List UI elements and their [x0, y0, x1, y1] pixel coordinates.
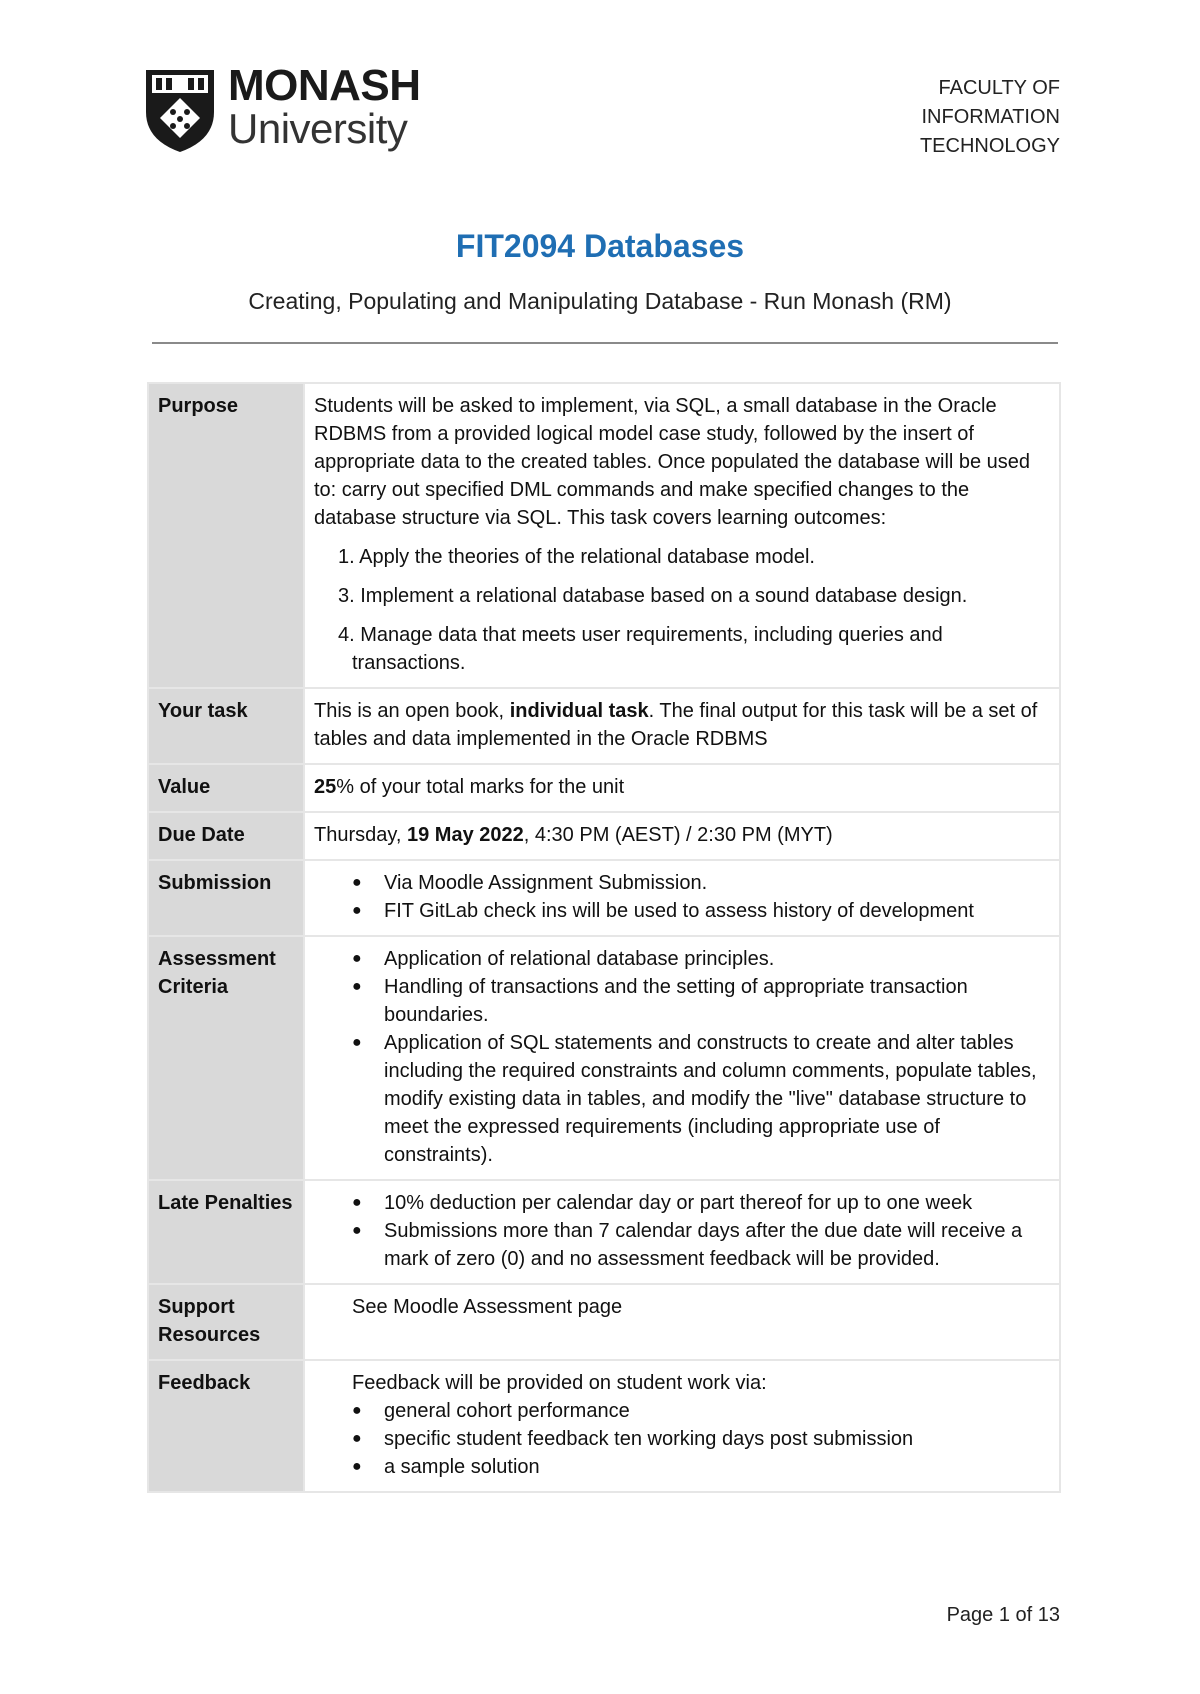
submission-list	[314, 869, 1050, 925]
support-label-line-1: Support	[158, 1296, 235, 1318]
assessment-info-table	[147, 382, 1061, 1493]
feedback-item: ● a sample solution	[314, 1453, 1050, 1481]
value-value	[304, 764, 1060, 812]
task-text-pre: This is an open book,	[314, 700, 510, 722]
late-penalty-item: ● 10% deduction per calendar day or part thereof for up to one week	[314, 1189, 1050, 1217]
row-due-date	[148, 812, 1060, 860]
learning-outcome-4: 4. Manage data that meets user requirements, including queries and transactions.	[338, 624, 943, 674]
label-submission: Submission	[148, 860, 304, 936]
row-value	[148, 764, 1060, 812]
monash-wordmark	[228, 61, 421, 152]
criteria-label-line-2: Criteria	[158, 976, 229, 998]
support-label-line-2: Resources	[158, 1324, 261, 1346]
monash-crest-icon	[140, 66, 220, 156]
page-number: Page 1 of 13	[946, 1604, 1060, 1626]
learning-outcome-3: 3. Implement a relational database based on a sound database design.	[338, 585, 968, 607]
value-purpose	[304, 383, 1060, 688]
criteria-item: ● Handling of transactions and the setting of appropriate transaction boundaries.	[314, 973, 1050, 1029]
divider	[152, 342, 1058, 344]
value-text: % of your total marks for the unit	[336, 776, 625, 798]
faculty-line-1: FACULTY OF	[938, 77, 1060, 99]
faculty-line-3: TECHNOLOGY	[919, 135, 1060, 157]
row-late-penalties	[148, 1180, 1060, 1284]
label-value: Value	[148, 764, 304, 812]
late-penalty-item: ● Submissions more than 7 calendar days after the due date will receive a mark of zero (0) and no assessment feedback will be provided.	[314, 1217, 1050, 1273]
value-late-penalties	[304, 1180, 1060, 1284]
faculty-line-2: INFORMATION	[921, 106, 1060, 128]
label-late-penalties: Late Penalties	[148, 1180, 304, 1284]
label-assessment-criteria	[148, 936, 304, 1180]
late-penalties-list	[314, 1189, 1050, 1273]
submission-item: ● Via Moodle Assignment Submission.	[314, 869, 1050, 897]
due-day: Thursday,	[314, 824, 407, 846]
criteria-list	[314, 945, 1050, 1169]
logo-monash: MONASH	[228, 61, 421, 110]
due-time: , 4:30 PM (AEST) / 2:30 PM (MYT)	[523, 824, 833, 846]
label-due-date: Due Date	[148, 812, 304, 860]
value-your-task	[304, 688, 1060, 764]
feedback-list	[314, 1397, 1050, 1481]
value-assessment-criteria	[304, 936, 1060, 1180]
value-due-date	[304, 812, 1060, 860]
label-purpose: Purpose	[148, 383, 304, 688]
row-purpose	[148, 383, 1060, 688]
feedback-item: ● specific student feedback ten working days post submission	[314, 1425, 1050, 1453]
row-support-resources	[148, 1284, 1060, 1360]
row-submission	[148, 860, 1060, 936]
learning-outcome-1: 1. Apply the theories of the relational database model.	[338, 546, 815, 568]
row-assessment-criteria	[148, 936, 1060, 1180]
criteria-item: ● Application of relational database principles.	[314, 945, 1050, 973]
task-text-bold: individual task	[509, 700, 649, 722]
logo-university: University	[228, 105, 408, 152]
due-date: 19 May 2022	[407, 824, 524, 846]
value-percent: 25	[314, 776, 337, 798]
faculty-label	[920, 74, 1060, 161]
row-feedback	[148, 1360, 1060, 1492]
page-title: FIT2094 Databases	[455, 228, 745, 264]
feedback-item: ● general cohort performance	[314, 1397, 1050, 1425]
row-your-task	[148, 688, 1060, 764]
criteria-item: ● Application of SQL statements and constructs to create and alter tables including the required constraints and column comments, populate tables, modify existing data in tables, and modify the "live" database structure to meet the expressed requirements (including appropriate use of constraints).	[314, 1029, 1050, 1169]
task-text-post: . The final output for this task will be a set of tables and data implemented in the Oracle RDBMS	[314, 700, 1038, 750]
submission-item: ● FIT GitLab check ins will be used to assess history of development	[314, 897, 1050, 925]
criteria-label-line-1: Assessment	[158, 948, 276, 970]
purpose-text: Students will be asked to implement, via SQL, a small database in the Oracle RDBMS from a provided logical model case study, followed by the insert of appropriate data to the created tables. Once populated the database will be used to: carry out specified DML commands and make specified changes to the database structure via SQL. This task covers learning outcomes:	[314, 395, 1031, 529]
value-support-resources	[304, 1284, 1060, 1360]
support-text: See Moodle Assessment page	[352, 1296, 623, 1318]
label-your-task: Your task	[148, 688, 304, 764]
page-subtitle: Creating, Populating and Manipulating Database - Run Monash (RM)	[248, 288, 952, 314]
value-submission	[304, 860, 1060, 936]
learning-outcomes-list	[314, 543, 1050, 677]
label-support-resources	[148, 1284, 304, 1360]
value-feedback	[304, 1360, 1060, 1492]
monash-logo	[140, 62, 440, 158]
feedback-intro: Feedback will be provided on student work via:	[352, 1372, 767, 1394]
label-feedback: Feedback	[148, 1360, 304, 1492]
